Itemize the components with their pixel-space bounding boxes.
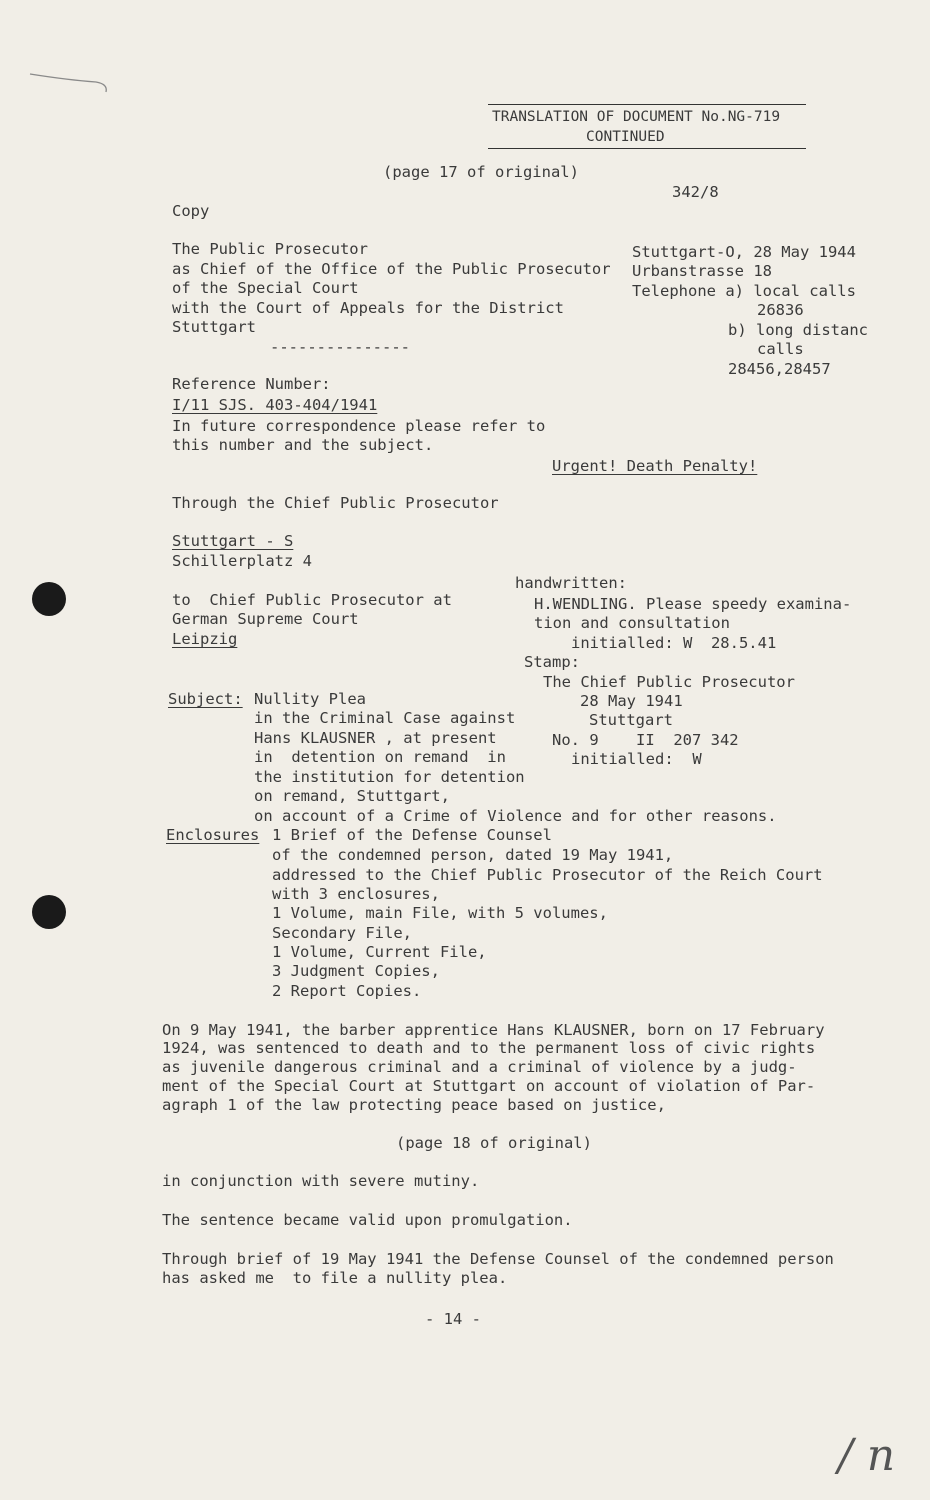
- punch-hole-top: [32, 582, 66, 616]
- handwritten-label: handwritten:: [515, 574, 627, 592]
- page-number: - 14 -: [425, 1310, 481, 1328]
- enclosure-item: Secondary File,: [272, 924, 412, 942]
- through-address-2: Schillerplatz 4: [172, 552, 312, 570]
- body-line: ment of the Special Court at Stuttgart on account of violation of Par-: [162, 1077, 816, 1095]
- reference-note-1: In future correspondence please refer to: [172, 417, 546, 435]
- body-line: Through brief of 19 May 1941 the Defense Counsel of the condemned person: [162, 1250, 834, 1268]
- through-address-1: Stuttgart - S: [172, 532, 294, 550]
- subject-line-2: in the Criminal Case against: [254, 709, 516, 727]
- address-line-2: Urbanstrasse 18: [632, 262, 772, 280]
- address-line-7: 28456,28457: [728, 360, 831, 378]
- subject-label: Subject:: [168, 690, 243, 708]
- subject-line-5: the institution for detention: [254, 768, 525, 786]
- enclosure-item: with 3 enclosures,: [272, 885, 440, 903]
- stamp-line-1: The Chief Public Prosecutor: [543, 673, 795, 691]
- handwritten-line-1: H.WENDLING. Please speedy examina-: [534, 595, 852, 613]
- enclosure-item: addressed to the Chief Public Prosecutor of the Reich Court: [272, 866, 823, 884]
- enclosures-label: Enclosures: [166, 826, 260, 844]
- sender-line-5: Stuttgart: [172, 318, 256, 336]
- stamp-line-5: initialled: W: [571, 750, 702, 768]
- body-line: as juvenile dangerous criminal and a criminal of violence by a judg-: [162, 1058, 797, 1076]
- sender-line-4: with the Court of Appeals for the District: [172, 299, 564, 317]
- doc-title: TRANSLATION OF DOCUMENT No.NG-719: [492, 109, 781, 125]
- handwritten-line-3: initialled: W 28.5.41: [571, 634, 777, 652]
- handwritten-line-2: tion and consultation: [534, 614, 730, 632]
- sender-dashes: ---------------: [270, 338, 410, 356]
- stamp-line-4: No. 9 II 207 342: [552, 731, 739, 749]
- body-line: On 9 May 1941, the barber apprentice Hans KLAUSNER, born on 17 February: [162, 1021, 825, 1039]
- address-line-1: Stuttgart-O, 28 May 1944: [632, 243, 856, 261]
- reference-note-2: this number and the subject.: [172, 436, 434, 454]
- pencil-mark: [28, 66, 118, 96]
- doc-number: 342/8: [672, 183, 719, 201]
- stamp-line-2: 28 May 1941: [580, 692, 683, 710]
- subject-line-6: on remand, Stuttgart,: [254, 787, 450, 805]
- urgent-notice: Urgent! Death Penalty!: [552, 457, 758, 475]
- body-para-3: The sentence became valid upon promulgation.: [162, 1211, 573, 1229]
- body-line: agraph 1 of the law protecting peace based on justice,: [162, 1096, 666, 1114]
- subject-line-3: Hans KLAUSNER , at present: [254, 729, 497, 747]
- subject-line-7: on account of a Crime of Violence and for other reasons.: [254, 807, 777, 825]
- sender-line-2: as Chief of the Office of the Public Prosecutor: [172, 260, 611, 278]
- address-line-4: 26836: [757, 301, 804, 319]
- reference-number: I/11 SJS. 403-404/1941: [172, 396, 378, 414]
- to-line-3: Leipzig: [172, 630, 238, 648]
- punch-hole-bottom: [32, 895, 66, 929]
- body-line: 1924, was sentenced to death and to the permanent loss of civic rights: [162, 1039, 816, 1057]
- header-rule-bottom: [488, 148, 806, 149]
- address-line-5: b) long distanc: [728, 321, 868, 339]
- enclosure-item: 1 Volume, Current File,: [272, 943, 487, 961]
- sender-line-1: The Public Prosecutor: [172, 240, 368, 258]
- body-para-2: in conjunction with severe mutiny.: [162, 1172, 480, 1190]
- enclosure-item: 2 Report Copies.: [272, 982, 422, 1000]
- page-ref-mid: (page 18 of original): [396, 1134, 592, 1152]
- address-line-3: Telephone a) local calls: [632, 282, 856, 300]
- enclosure-item: 1 Volume, main File, with 5 volumes,: [272, 904, 608, 922]
- page-ref-top: (page 17 of original): [383, 163, 579, 181]
- copy-label: Copy: [172, 202, 210, 220]
- through-line: Through the Chief Public Prosecutor: [172, 494, 499, 512]
- to-line-1: to Chief Public Prosecutor at: [172, 591, 452, 609]
- doc-title-continued: CONTINUED: [586, 129, 665, 145]
- enclosure-item: 3 Judgment Copies,: [272, 962, 440, 980]
- header-rule-top: [488, 104, 806, 105]
- stamp-line-3: Stuttgart: [589, 711, 673, 729]
- stamp-label: Stamp:: [524, 653, 580, 671]
- reference-label: Reference Number:: [172, 375, 331, 393]
- enclosure-item: 1 Brief of the Defense Counsel: [272, 826, 552, 844]
- sender-line-3: of the Special Court: [172, 279, 359, 297]
- body-line: has asked me to file a nullity plea.: [162, 1269, 508, 1287]
- subject-line-4: in detention on remand in: [254, 748, 506, 766]
- enclosure-item: of the condemned person, dated 19 May 1941,: [272, 846, 674, 864]
- corner-handwritten-mark: / n: [838, 1430, 896, 1481]
- subject-line-1: Nullity Plea: [254, 690, 366, 708]
- address-line-6: calls: [757, 340, 804, 358]
- to-line-2: German Supreme Court: [172, 610, 359, 628]
